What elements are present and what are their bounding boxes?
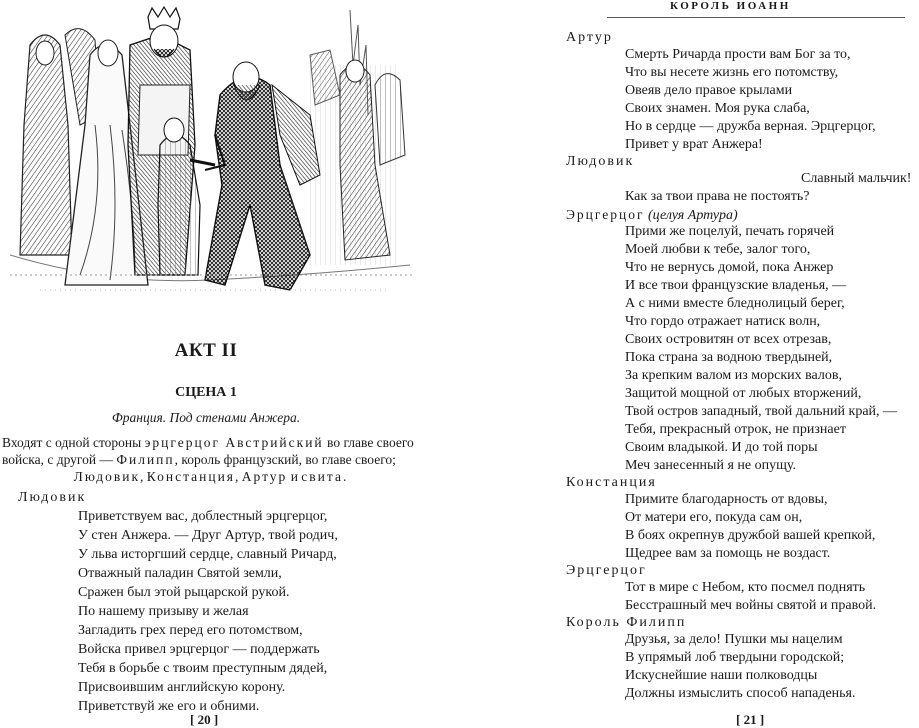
character-name: свита [301,469,343,484]
page-number: [ 21 ] [736,712,765,727]
verse-line: Прими же поцелуй, печать горячей [625,224,835,239]
verse-line: И все твои французские владенья, — [625,278,847,293]
verse-line: Моей любви к тебе, залог того, [625,242,811,257]
stage-text: , [140,469,147,484]
verse-line: Овеяв дело правое крылами [625,83,793,98]
verse-line: Тебя в борьбе с твоим преступным дядей, [78,661,328,676]
verse-line: Друзья, за дело! Пушки мы нацелим [625,632,843,647]
act-title: АКТ II [174,340,238,361]
stage-text: Входят с одной стороны [2,435,145,450]
verse-line: Что вы несете жизнь его потомству, [625,65,839,80]
verse-line: Меч занесенный я не опущу. [625,458,796,473]
verse-line: Своих знамен. Моя рука слаба, [625,101,810,116]
verse-line: Славный мальчик! [801,171,912,186]
stage-text: . [342,469,347,484]
stage-text: войска, с другой — [2,452,117,467]
character-name: эрцгерцог Австрийский [144,435,324,450]
stage-text: , [235,469,242,484]
verse-line: Отважный паладин Святой земли, [78,566,282,581]
scene-title: СЦЕНА 1 [175,385,237,400]
verse-line: У льва исторгший сердце, славный Ричард, [78,547,337,562]
stage-direction-line [2,468,418,485]
verse-line: По нашему призыву и желая [78,604,249,619]
verse-line: В упрямый лоб твердыни городской; [625,650,845,665]
verse-line: Тот в мире с Небом, кто посмел поднять [625,580,866,595]
stage-text: , король французский, во главе своего; [174,452,396,467]
verse-line: Войска привел эрцгерцог — поддержать [78,642,320,657]
verse-line: Примите благодарность от вдовы, [625,492,828,507]
stage-direction [2,434,418,485]
verse-line: Как за твои права не постоять? [625,189,810,204]
header-rule [607,17,905,18]
speaker-name: Эрцгерцог [566,563,647,578]
engraving-illustration [10,5,412,300]
scene-setting: Франция. Под стенами Анжера. [111,410,301,425]
verse-line: У стен Анжера. — Друг Артур, твой родич, [78,528,338,543]
verse-line: Пока страна за водною твердыней, [625,350,833,365]
speaker-name: Людовик [18,490,87,505]
verse-line: Смерть Ричарда прости вам Бог за то, [625,47,851,62]
running-head: КОРОЛЬ ИОАНН [670,0,791,12]
character-name: Людовик [73,469,141,484]
verse-line: Приветствуй же его и обними. [78,699,260,714]
verse-line: Защитой мощной от любых вторжений, [625,386,862,401]
speaker-name: Эрцгерцог [566,207,645,222]
stage-direction-inline: (целуя Артура) [648,208,738,223]
right-page [459,0,919,727]
verse-line: Щедрее вам за помощь не воздаст. [625,546,831,561]
verse-line: Что гордо отражает натиск волн, [625,314,821,329]
verse-line: Тебя, прекрасный отрок, не признает [625,422,846,437]
verse-line: Бесстрашный меч войны святой и правой. [625,598,877,613]
verse-line: Твой остров западный, твой дальний край, — [625,404,898,419]
verse-line: За крепким валом из морских валов, [625,368,842,383]
stage-direction-line [2,451,418,468]
stage-text: во главе своего [323,435,414,450]
character-name: Артур [241,469,288,484]
left-page [0,0,459,727]
stage-text: и [287,469,302,484]
verse-line: Присвоившим английскую корону. [78,680,286,695]
verse-line: Но в сердце — дружба верная. Эрцгерцог, [625,119,876,134]
speaker-name: Артур [566,30,613,45]
verse-line: Своим владыкой. И до той поры [625,440,818,455]
verse-line: Привет у врат Анжера! [625,137,763,152]
verse-line: Приветствуем вас, доблестный эрцгерцог, [78,509,328,524]
verse-line: Должны измыслить способ нападенья. [625,686,856,701]
verse-line: От матери его, покуда сам он, [625,510,803,525]
verse-line: Своих островитян от всех отрезав, [625,332,832,347]
verse-line: Сражен был этой рыцарской рукой. [78,585,290,600]
verse-line: Что не вернусь домой, пока Анжер [625,260,834,275]
stage-direction-line [2,434,418,451]
verse-line: Искуснейшие наши полководцы [625,668,818,683]
verse-line: А с ними вместе бледнолицый берег, [625,296,845,311]
verse-line: В боях окрепнув дружбой вашей крепкой, [625,528,876,543]
verse-line: Загладить грех перед его потомством, [78,623,303,638]
speaker-name: Людовик [566,154,635,169]
speaker-name: Констанция [566,475,657,490]
character-name: Констанция [146,469,236,484]
speaker-name: Король Филипп [566,615,687,630]
character-name: Филипп [116,452,175,467]
page-number: [ 20 ] [190,712,219,727]
